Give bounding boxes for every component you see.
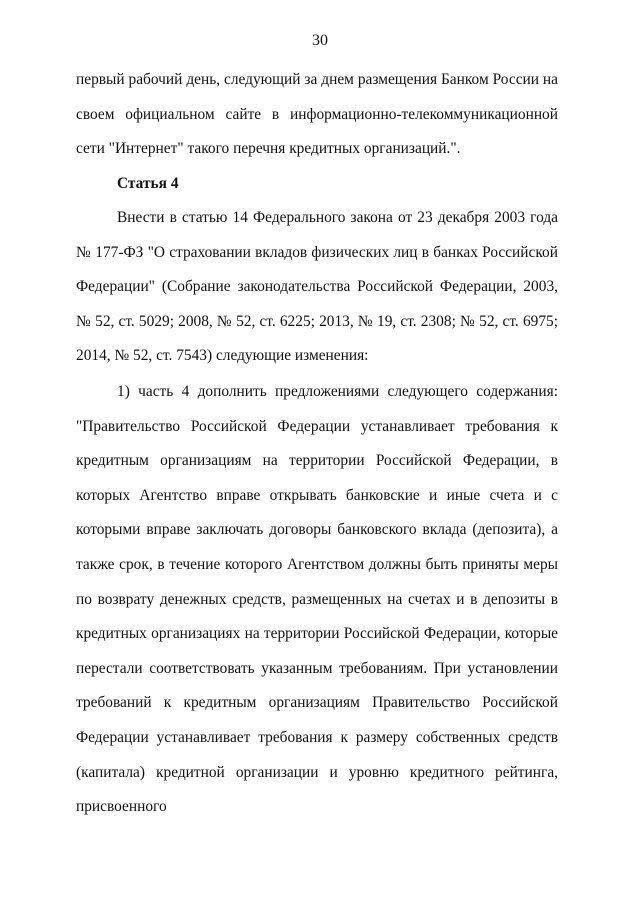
paragraph-continuation: первый рабочий день, следующий за днем размещения Банком России на своем официальном сайте в информационно-телекоммуникационной сети "Интернет" такого перечня кредитных организаций.". — [76, 71, 558, 158]
paragraph-amend-intro: Внести в статью 14 Федерального закона от 23 декабря 2003 года № 177-ФЗ "О страховании вкладов физических лиц в банках Российской Федерации" (Собрание законодательства Российской Федерации, 2003, № 52, ст. 5029; 2008, № 52, ст. 6225; 2013, № 19, ст. 2308; № 52, ст. 6975; 2014, № 52, ст. 7543) следующие изменения: — [76, 209, 558, 365]
paragraph-item-1: 1) часть 4 дополнить предложениями следующего содержания: "Правительство Российской Федерации устанавливает требования к кредитным организациям на территории Российской Федерации, в которых Агентство вправе открывать банковские и иные счета и с которыми вправе заключать договоры банковского вклада (депозита), а также срок, в течение которого Агентством должны быть приняты меры по возврату денежных средств, размещенных на счетах и в депозиты в кредитных организациях на территории Российской Федерации, которые перестали соответствовать указанным требованиям. При установлении требований к кредитным организациям Правительство Российской Федерации устанавливает требования к размеру собственных средств (капитала) кредитной организации и уровню кредитного рейтинга, присвоенного — [76, 383, 558, 816]
article-heading: Статья 4 — [117, 175, 179, 192]
page-number: 30 — [312, 32, 328, 49]
